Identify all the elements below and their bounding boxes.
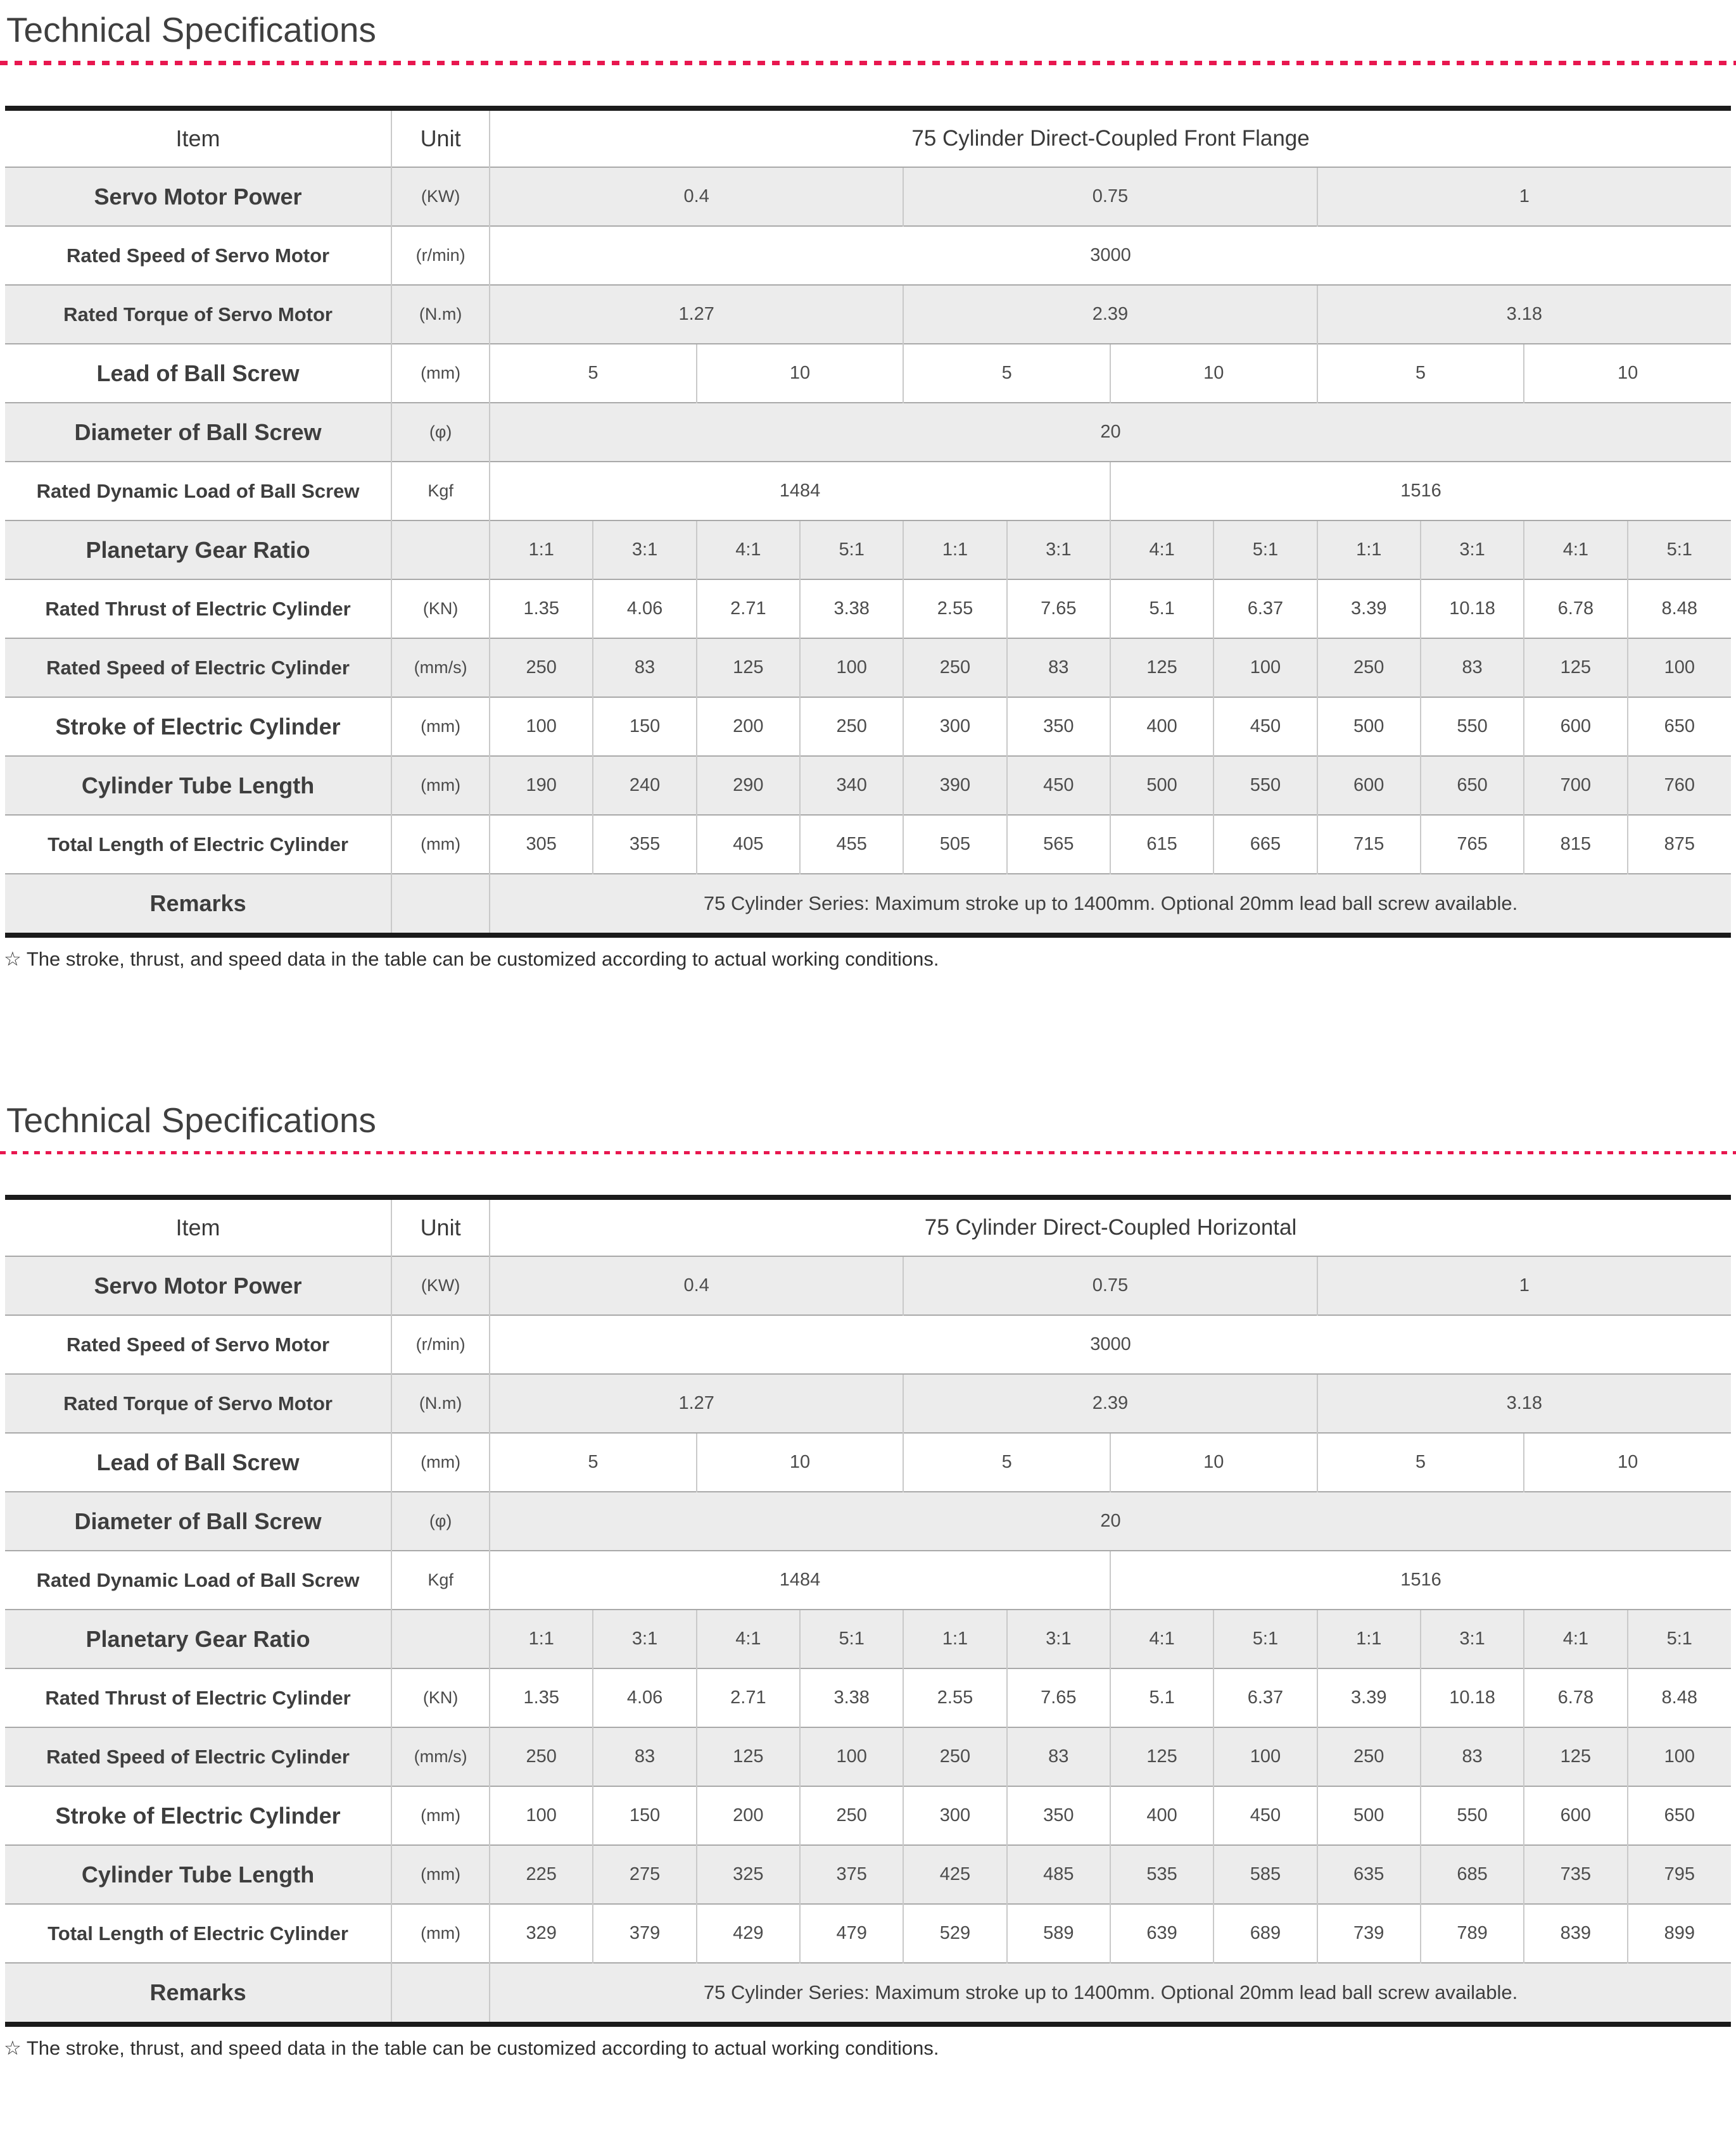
row-unit: Kgf — [391, 1551, 490, 1610]
value-cell: 5:1 — [800, 1610, 903, 1668]
row-label: Stroke of Electric Cylinder — [5, 697, 391, 756]
value-cell: 350 — [1007, 1786, 1110, 1845]
value-cell: 400 — [1110, 1786, 1213, 1845]
row-unit: (r/min) — [391, 1315, 490, 1374]
value-cell: 379 — [593, 1904, 696, 1963]
value-cell: 83 — [593, 638, 696, 697]
spec-row — [5, 815, 1731, 874]
value-cell: 789 — [1421, 1904, 1524, 1963]
row-label: Cylinder Tube Length — [5, 1845, 391, 1904]
value-cell: 735 — [1524, 1845, 1627, 1904]
value-cell: 5 — [903, 344, 1110, 403]
value-cell: 10.18 — [1421, 579, 1524, 638]
value-cell: 3000 — [490, 1315, 1731, 1374]
row-unit — [391, 1610, 490, 1668]
row-label: Rated Dynamic Load of Ball Screw — [5, 462, 391, 520]
row-unit: (mm) — [391, 756, 490, 815]
row-unit: (φ) — [391, 1492, 490, 1551]
value-cell: 899 — [1628, 1904, 1731, 1963]
value-cell: 450 — [1213, 697, 1317, 756]
row-label: Rated Speed of Servo Motor — [5, 226, 391, 285]
spec-row — [5, 226, 1731, 285]
value-cell: 1:1 — [1317, 520, 1421, 579]
value-cell: 190 — [490, 756, 593, 815]
value-cell: 3:1 — [1421, 520, 1524, 579]
value-cell: 100 — [1213, 638, 1317, 697]
value-cell: 250 — [1317, 1727, 1421, 1786]
value-cell: 450 — [1007, 756, 1110, 815]
value-cell: 600 — [1524, 697, 1627, 756]
value-cell: 350 — [1007, 697, 1110, 756]
value-cell: 1516 — [1110, 462, 1731, 520]
value-cell: 5 — [1317, 1433, 1524, 1492]
value-cell: 3.18 — [1317, 1374, 1731, 1433]
spec-row — [5, 1610, 1731, 1668]
value-cell: 1:1 — [903, 1610, 1006, 1668]
value-cell: 4:1 — [1110, 520, 1213, 579]
spec-row — [5, 1845, 1731, 1904]
series-header: 75 Cylinder Direct-Coupled Horizontal — [490, 1197, 1731, 1256]
row-unit: (KN) — [391, 1668, 490, 1727]
row-label: Planetary Gear Ratio — [5, 1610, 391, 1668]
spec-row — [5, 1551, 1731, 1610]
value-cell: 325 — [697, 1845, 800, 1904]
spec-row — [5, 167, 1731, 226]
value-cell: 250 — [490, 638, 593, 697]
value-cell: 200 — [697, 697, 800, 756]
value-cell: 1484 — [490, 462, 1110, 520]
remarks-row — [5, 874, 1731, 935]
value-cell: 305 — [490, 815, 593, 874]
value-cell: 10 — [1110, 1433, 1317, 1492]
remarks-unit — [391, 1963, 490, 2024]
value-cell: 760 — [1628, 756, 1731, 815]
spec-row — [5, 638, 1731, 697]
value-cell: 5 — [490, 1433, 697, 1492]
series-header: 75 Cylinder Direct-Coupled Front Flange — [490, 108, 1731, 167]
value-cell: 3.39 — [1317, 579, 1421, 638]
row-unit: (KW) — [391, 167, 490, 226]
value-cell: 700 — [1524, 756, 1627, 815]
value-cell: 1516 — [1110, 1551, 1731, 1610]
value-cell: 565 — [1007, 815, 1110, 874]
spec-row — [5, 1786, 1731, 1845]
value-cell: 100 — [490, 697, 593, 756]
value-cell: 250 — [800, 697, 903, 756]
value-cell: 875 — [1628, 815, 1731, 874]
value-cell: 83 — [1421, 638, 1524, 697]
value-cell: 1:1 — [490, 1610, 593, 1668]
row-label: Rated Speed of Electric Cylinder — [5, 1727, 391, 1786]
value-cell: 250 — [1317, 638, 1421, 697]
value-cell: 100 — [1628, 638, 1731, 697]
value-cell: 2.71 — [697, 1668, 800, 1727]
value-cell: 650 — [1628, 697, 1731, 756]
value-cell: 355 — [593, 815, 696, 874]
value-cell: 689 — [1213, 1904, 1317, 1963]
value-cell: 615 — [1110, 815, 1213, 874]
spec-row — [5, 579, 1731, 638]
value-cell: 425 — [903, 1845, 1006, 1904]
value-cell: 550 — [1421, 1786, 1524, 1845]
value-cell: 8.48 — [1628, 1668, 1731, 1727]
spec-row — [5, 1315, 1731, 1374]
value-cell: 250 — [903, 638, 1006, 697]
value-cell: 150 — [593, 697, 696, 756]
spec-row — [5, 520, 1731, 579]
spec-row — [5, 462, 1731, 520]
row-label: Rated Thrust of Electric Cylinder — [5, 1668, 391, 1727]
value-cell: 6.37 — [1213, 1668, 1317, 1727]
item-column-header: Item — [175, 125, 220, 151]
row-label: Servo Motor Power — [5, 167, 391, 226]
value-cell: 1.35 — [490, 579, 593, 638]
row-unit: (φ) — [391, 403, 490, 462]
section-title: Technical Specifications — [6, 1100, 376, 1140]
spec-section-horizontal — [0, 1099, 1736, 2060]
remarks-unit — [391, 874, 490, 935]
remarks-text: 75 Cylinder Series: Maximum stroke up to 1400mm. Optional 20mm lead ball screw available. — [490, 1963, 1731, 2024]
value-cell: 125 — [1524, 638, 1627, 697]
spec-section-front-flange — [0, 9, 1736, 971]
row-label: Rated Torque of Servo Motor — [5, 285, 391, 344]
value-cell: 5:1 — [1628, 1610, 1731, 1668]
table-header-row — [5, 1197, 1731, 1256]
row-unit: (r/min) — [391, 226, 490, 285]
value-cell: 20 — [490, 403, 1731, 462]
footnote: ☆ The stroke, thrust, and speed data in the table can be customized according to actual working conditions. — [4, 2037, 939, 2059]
value-cell: 240 — [593, 756, 696, 815]
value-cell: 795 — [1628, 1845, 1731, 1904]
remarks-row — [5, 1963, 1731, 2024]
spec-row — [5, 403, 1731, 462]
spec-row — [5, 1727, 1731, 1786]
spec-row — [5, 344, 1731, 403]
row-unit: (mm/s) — [391, 638, 490, 697]
spec-row — [5, 1492, 1731, 1551]
value-cell: 485 — [1007, 1845, 1110, 1904]
value-cell: 650 — [1421, 756, 1524, 815]
value-cell: 125 — [1110, 638, 1213, 697]
value-cell: 7.65 — [1007, 1668, 1110, 1727]
value-cell: 100 — [800, 1727, 903, 1786]
value-cell: 250 — [490, 1727, 593, 1786]
row-label: Servo Motor Power — [5, 1256, 391, 1315]
value-cell: 125 — [1524, 1727, 1627, 1786]
row-unit: (mm) — [391, 344, 490, 403]
value-cell: 685 — [1421, 1845, 1524, 1904]
spec-row — [5, 1904, 1731, 1963]
section-title: Technical Specifications — [6, 10, 376, 49]
value-cell: 665 — [1213, 815, 1317, 874]
row-label: Rated Dynamic Load of Ball Screw — [5, 1551, 391, 1610]
value-cell: 550 — [1213, 756, 1317, 815]
unit-column-header: Unit — [391, 1197, 490, 1256]
value-cell: 0.4 — [490, 167, 903, 226]
row-label: Cylinder Tube Length — [5, 756, 391, 815]
value-cell: 505 — [903, 815, 1006, 874]
value-cell: 10 — [697, 1433, 904, 1492]
value-cell: 5.1 — [1110, 1668, 1213, 1727]
value-cell: 1484 — [490, 1551, 1110, 1610]
value-cell: 5:1 — [1628, 520, 1731, 579]
value-cell: 0.75 — [903, 1256, 1317, 1315]
value-cell: 3.38 — [800, 579, 903, 638]
value-cell: 0.75 — [903, 167, 1317, 226]
remarks-label: Remarks — [5, 874, 391, 935]
spec-row — [5, 1433, 1731, 1492]
value-cell: 250 — [800, 1786, 903, 1845]
value-cell: 83 — [593, 1727, 696, 1786]
value-cell: 589 — [1007, 1904, 1110, 1963]
row-unit: (mm) — [391, 1433, 490, 1492]
value-cell: 2.71 — [697, 579, 800, 638]
value-cell: 529 — [903, 1904, 1006, 1963]
footnote: ☆ The stroke, thrust, and speed data in the table can be customized according to actual working conditions. — [4, 948, 939, 970]
value-cell: 3:1 — [1007, 520, 1110, 579]
value-cell: 100 — [1213, 1727, 1317, 1786]
row-unit: (KW) — [391, 1256, 490, 1315]
value-cell: 600 — [1524, 1786, 1627, 1845]
spec-row — [5, 1256, 1731, 1315]
value-cell: 400 — [1110, 697, 1213, 756]
row-unit: (mm) — [391, 815, 490, 874]
dashed-divider — [0, 1151, 1736, 1154]
value-cell: 429 — [697, 1904, 800, 1963]
row-unit: (N.m) — [391, 285, 490, 344]
value-cell: 329 — [490, 1904, 593, 1963]
value-cell: 1.35 — [490, 1668, 593, 1727]
value-cell: 5 — [490, 344, 697, 403]
value-cell: 10 — [697, 344, 904, 403]
value-cell: 5 — [903, 1433, 1110, 1492]
value-cell: 6.37 — [1213, 579, 1317, 638]
value-cell: 405 — [697, 815, 800, 874]
value-cell: 4:1 — [1524, 1610, 1627, 1668]
value-cell: 5 — [1317, 344, 1524, 403]
value-cell: 100 — [800, 638, 903, 697]
value-cell: 6.78 — [1524, 1668, 1627, 1727]
row-unit: Kgf — [391, 462, 490, 520]
row-unit: (mm) — [391, 697, 490, 756]
value-cell: 5:1 — [800, 520, 903, 579]
value-cell: 839 — [1524, 1904, 1627, 1963]
value-cell: 500 — [1317, 1786, 1421, 1845]
row-unit: (mm) — [391, 1845, 490, 1904]
value-cell: 340 — [800, 756, 903, 815]
row-unit: (N.m) — [391, 1374, 490, 1433]
spec-table-front-flange — [5, 106, 1731, 938]
row-label: Rated Speed of Servo Motor — [5, 1315, 391, 1374]
value-cell: 250 — [903, 1727, 1006, 1786]
value-cell: 479 — [800, 1904, 903, 1963]
value-cell: 739 — [1317, 1904, 1421, 1963]
value-cell: 4:1 — [697, 1610, 800, 1668]
value-cell: 4:1 — [1524, 520, 1627, 579]
value-cell: 5:1 — [1213, 520, 1317, 579]
value-cell: 500 — [1110, 756, 1213, 815]
value-cell: 125 — [697, 1727, 800, 1786]
value-cell: 300 — [903, 697, 1006, 756]
value-cell: 639 — [1110, 1904, 1213, 1963]
value-cell: 5.1 — [1110, 579, 1213, 638]
remarks-text: 75 Cylinder Series: Maximum stroke up to 1400mm. Optional 20mm lead ball screw available. — [490, 874, 1731, 935]
row-unit: (mm/s) — [391, 1727, 490, 1786]
value-cell: 5:1 — [1213, 1610, 1317, 1668]
value-cell: 1.27 — [490, 1374, 903, 1433]
value-cell: 10.18 — [1421, 1668, 1524, 1727]
value-cell: 3:1 — [593, 1610, 696, 1668]
value-cell: 200 — [697, 1786, 800, 1845]
value-cell: 635 — [1317, 1845, 1421, 1904]
value-cell: 550 — [1421, 697, 1524, 756]
value-cell: 0.4 — [490, 1256, 903, 1315]
value-cell: 1:1 — [490, 520, 593, 579]
value-cell: 6.78 — [1524, 579, 1627, 638]
value-cell: 375 — [800, 1845, 903, 1904]
row-unit: (mm) — [391, 1786, 490, 1845]
spec-row — [5, 756, 1731, 815]
row-label: Rated Torque of Servo Motor — [5, 1374, 391, 1433]
value-cell: 83 — [1007, 1727, 1110, 1786]
value-cell: 4.06 — [593, 1668, 696, 1727]
row-unit: (KN) — [391, 579, 490, 638]
value-cell: 125 — [1110, 1727, 1213, 1786]
table-header-row — [5, 108, 1731, 167]
value-cell: 83 — [1007, 638, 1110, 697]
row-label: Planetary Gear Ratio — [5, 520, 391, 579]
value-cell: 7.65 — [1007, 579, 1110, 638]
value-cell: 815 — [1524, 815, 1627, 874]
value-cell: 225 — [490, 1845, 593, 1904]
value-cell: 8.48 — [1628, 579, 1731, 638]
value-cell: 1.27 — [490, 285, 903, 344]
remarks-label: Remarks — [5, 1963, 391, 2024]
value-cell: 290 — [697, 756, 800, 815]
spec-row — [5, 697, 1731, 756]
value-cell: 150 — [593, 1786, 696, 1845]
value-cell: 100 — [490, 1786, 593, 1845]
value-cell: 4.06 — [593, 579, 696, 638]
value-cell: 1 — [1317, 1256, 1731, 1315]
value-cell: 2.39 — [903, 285, 1317, 344]
value-cell: 3:1 — [1007, 1610, 1110, 1668]
value-cell: 715 — [1317, 815, 1421, 874]
row-label: Lead of Ball Screw — [5, 344, 391, 403]
value-cell: 390 — [903, 756, 1006, 815]
row-label: Rated Thrust of Electric Cylinder — [5, 579, 391, 638]
value-cell: 300 — [903, 1786, 1006, 1845]
value-cell: 2.55 — [903, 579, 1006, 638]
value-cell: 20 — [490, 1492, 1731, 1551]
dashed-divider — [0, 61, 1736, 65]
value-cell: 3:1 — [593, 520, 696, 579]
value-cell: 83 — [1421, 1727, 1524, 1786]
value-cell: 455 — [800, 815, 903, 874]
row-label: Total Length of Electric Cylinder — [5, 815, 391, 874]
row-label: Diameter of Ball Screw — [5, 1492, 391, 1551]
value-cell: 500 — [1317, 697, 1421, 756]
row-label: Diameter of Ball Screw — [5, 403, 391, 462]
value-cell: 4:1 — [697, 520, 800, 579]
row-label: Total Length of Electric Cylinder — [5, 1904, 391, 1963]
value-cell: 4:1 — [1110, 1610, 1213, 1668]
row-label: Stroke of Electric Cylinder — [5, 1786, 391, 1845]
value-cell: 535 — [1110, 1845, 1213, 1904]
unit-column-header: Unit — [391, 108, 490, 167]
row-unit — [391, 520, 490, 579]
value-cell: 1:1 — [903, 520, 1006, 579]
item-column-header: Item — [175, 1214, 220, 1240]
value-cell: 3.39 — [1317, 1668, 1421, 1727]
value-cell: 10 — [1524, 1433, 1731, 1492]
value-cell: 3000 — [490, 226, 1731, 285]
value-cell: 125 — [697, 638, 800, 697]
value-cell: 10 — [1110, 344, 1317, 403]
value-cell: 765 — [1421, 815, 1524, 874]
value-cell: 2.55 — [903, 1668, 1006, 1727]
spec-row — [5, 1668, 1731, 1727]
spec-table-horizontal — [5, 1195, 1731, 2027]
value-cell: 650 — [1628, 1786, 1731, 1845]
value-cell: 3:1 — [1421, 1610, 1524, 1668]
value-cell: 10 — [1524, 344, 1731, 403]
value-cell: 450 — [1213, 1786, 1317, 1845]
value-cell: 3.18 — [1317, 285, 1731, 344]
spec-row — [5, 285, 1731, 344]
row-unit: (mm) — [391, 1904, 490, 1963]
spec-row — [5, 1374, 1731, 1433]
row-label: Rated Speed of Electric Cylinder — [5, 638, 391, 697]
value-cell: 600 — [1317, 756, 1421, 815]
value-cell: 100 — [1628, 1727, 1731, 1786]
value-cell: 585 — [1213, 1845, 1317, 1904]
value-cell: 1:1 — [1317, 1610, 1421, 1668]
value-cell: 1 — [1317, 167, 1731, 226]
row-label: Lead of Ball Screw — [5, 1433, 391, 1492]
value-cell: 3.38 — [800, 1668, 903, 1727]
value-cell: 275 — [593, 1845, 696, 1904]
value-cell: 2.39 — [903, 1374, 1317, 1433]
